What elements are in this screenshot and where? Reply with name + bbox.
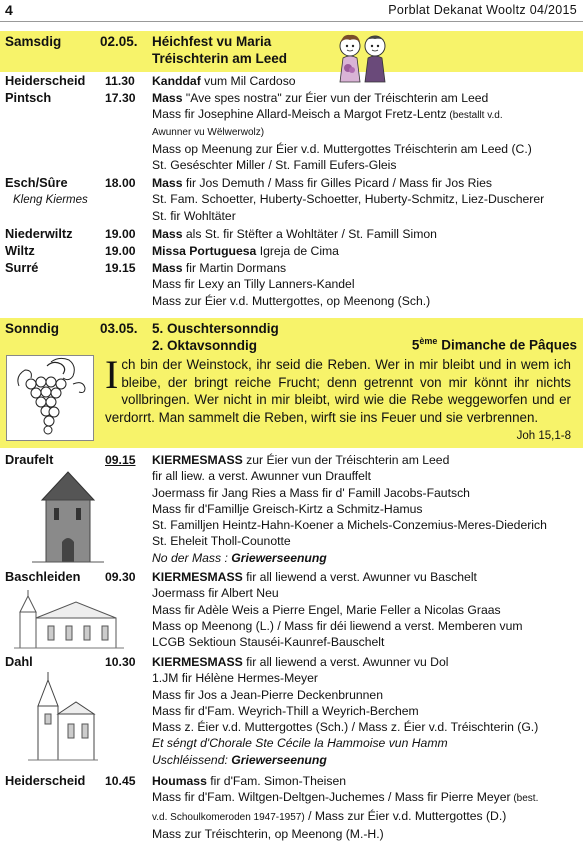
day-label: Samsdig: [5, 34, 62, 49]
sunday-subtitle: 2. Oktavsonndig: [152, 338, 258, 353]
page-header: [5, 2, 577, 20]
place-name: Niederwiltz: [5, 226, 73, 241]
entry-niederwiltz: [5, 226, 579, 242]
date-label: 03.05.: [100, 321, 138, 336]
drop-cap: I: [105, 352, 119, 397]
mass-time: 17.30: [105, 91, 136, 105]
place-name: Pintsch: [5, 90, 52, 105]
grape-illustration: [6, 355, 94, 441]
mass-time: 10.30: [105, 655, 136, 669]
mass-details: Mass fir Martin Dormans Mass fir Lexy an Tilly Lanners-Kandel Mass zur Éier v.d. Muttergottes, op Meenong (Sch.): [152, 261, 431, 308]
page-number: 4: [5, 2, 13, 18]
mass-time: 09.30: [105, 570, 136, 584]
gospel-reference: Joh 15,1-8: [516, 430, 571, 443]
mass-details: Mass fir Jos Demuth / Mass fir Gilles Picard / Mass fir Jos Ries St. Fam. Schoetter, Huberty-Schoetter, Huberty-Schmitz, Liez-Duscherer St. fir Wohltäter: [152, 176, 545, 223]
mass-details: KIERMESMASS fir all liewend a verst. Awunner vu Dol 1.JM fir Hélène Hermes-Meyer Mass fir Jos a Jean-Pierre Deckenbrunnen Mass fir d'Fam. Weyrich-Thill a Weyrich-Berchem Mass z. Éier v.d. Muttergottes (Sch.) / Mass z. Éier v.d. Tréischterin (G.) Et séngt d'Chorale Ste Cécile la Hammoise vun Hamm Uschléissend: Griewerseenung: [152, 655, 539, 767]
place-name: Wiltz: [5, 243, 35, 258]
gospel-passage: [105, 352, 571, 446]
place-name: Esch/Sûre: [5, 175, 68, 190]
mass-time: 09.15: [105, 453, 136, 467]
mass-details: Houmass fir d'Fam. Simon-Theisen Mass fir d'Fam. Wiltgen-Deltgen-Juchemes / Mass fir Pierre Meyer (best. v.d. Schoulkomeroden 1947-1957) / Mass zur Éier v.d. Muttergottes (D.) Mass zur Tréischterin, op Meenong (M.-H.): [152, 774, 539, 841]
mass-details: Missa Portuguesa Igreja de Cima: [152, 244, 339, 258]
gospel-text: ch bin der Weinstock, ihr seid die Reben. Wer in mir bleibt und in wem ich bleibe, der bringt reiche Frucht; denn getrennt von mir könnt ihr nichts vollbringen. Wer nicht in mir bleibt, wird wie die Rebe weggeworfen und er verdorrt. Man sammelt die Reben, wirft sie ins Feuer und sie verbrennen.: [105, 357, 571, 425]
saturday-banner: [0, 31, 583, 72]
mass-time: 11.30: [105, 74, 135, 88]
draufelt-tower-icon: [32, 470, 104, 566]
day-label: Sonndig: [5, 321, 59, 336]
place-subtitle: Kleng Kiermes: [13, 194, 88, 206]
french-title: 5ème Dimanche de Pâques: [411, 336, 577, 353]
publication-title: Porblat Dekanat Wooltz 04/2015: [388, 3, 577, 17]
mass-details: KIERMESMASS fir all liewend a verst. Awunner vu Baschelt Joermass fir Albert Neu Mass fir Adèle Weis a Pierre Engel, Marie Feller a Nicolas Graas Mass op Meenong (L.) / Mass fir déi liewend a verst. Memberen vum LCGB Sektioun Stauséi-Kaunref-Bauschelt: [152, 570, 523, 650]
mass-time: 19.15: [105, 261, 136, 275]
entry-heiderscheid: [5, 73, 579, 89]
entry-esch-sure: [5, 175, 579, 225]
feast-subtitle: Tréischterin am Leed: [152, 51, 288, 66]
grapes-icon: [7, 356, 93, 440]
mass-time: 19.00: [105, 227, 136, 241]
entry-wiltz: [5, 243, 579, 259]
place-name: Draufelt: [5, 452, 54, 467]
entry-surre: [5, 260, 579, 310]
place-name: Baschleiden: [5, 569, 81, 584]
entry-pintsch: [5, 90, 579, 172]
mass-details: Kanddaf vum Mil Cardoso: [152, 74, 296, 88]
mass-time: 19.00: [105, 244, 136, 258]
mass-details: Mass "Ave spes nostra" zur Éier vun der Tréischterin am Leed Mass fir Josephine Allard-Meisch a Margot Fretz-Lentz (bestallt v.d. Awunner vu Wëlwerwolz) Mass op Meenung zur Éier v.d. Muttergottes Tréischterin am Leed (C.) St. Geséschter Miller / St. Famill Eufers-Gleis: [152, 91, 532, 173]
entry-heiderscheid-sunday: [5, 773, 579, 841]
mass-time: 10.45: [105, 774, 136, 788]
place-name: Heiderscheid: [5, 773, 86, 788]
place-name: Surré: [5, 260, 39, 275]
mass-time: 18.00: [105, 176, 136, 190]
header-rule: [0, 21, 583, 22]
date-label: 02.05.: [100, 34, 138, 49]
dahl-church-icon: [28, 672, 98, 764]
feast-title: Héichfest vu Maria: [152, 34, 272, 49]
mass-details: KIERMESMASS zur Éier vun der Tréischterin am Leed fir all liew. a verst. Awunner vun Drauffelt Joermass fir Jang Ries a Mass fir d' Famill Jacobs-Fautsch Mass fir d'Famillje Greisch-Kirtz a Schmitz-Hamus St. Familljen Heintz-Hahn-Koener a Michels-Conzemius-Meres-Diederich St. Eheleit Tholl-Counotte No der Mass : Griewerseenung: [152, 453, 547, 565]
place-name: Dahl: [5, 654, 33, 669]
place-name: Heiderscheid: [5, 73, 86, 88]
baschleiden-church-icon: [14, 588, 124, 652]
sunday-title: 5. Ouschtersonndig: [152, 321, 279, 336]
mass-details: Mass als St. fir Stëfter a Wohltäter / St. Famill Simon: [152, 227, 437, 241]
